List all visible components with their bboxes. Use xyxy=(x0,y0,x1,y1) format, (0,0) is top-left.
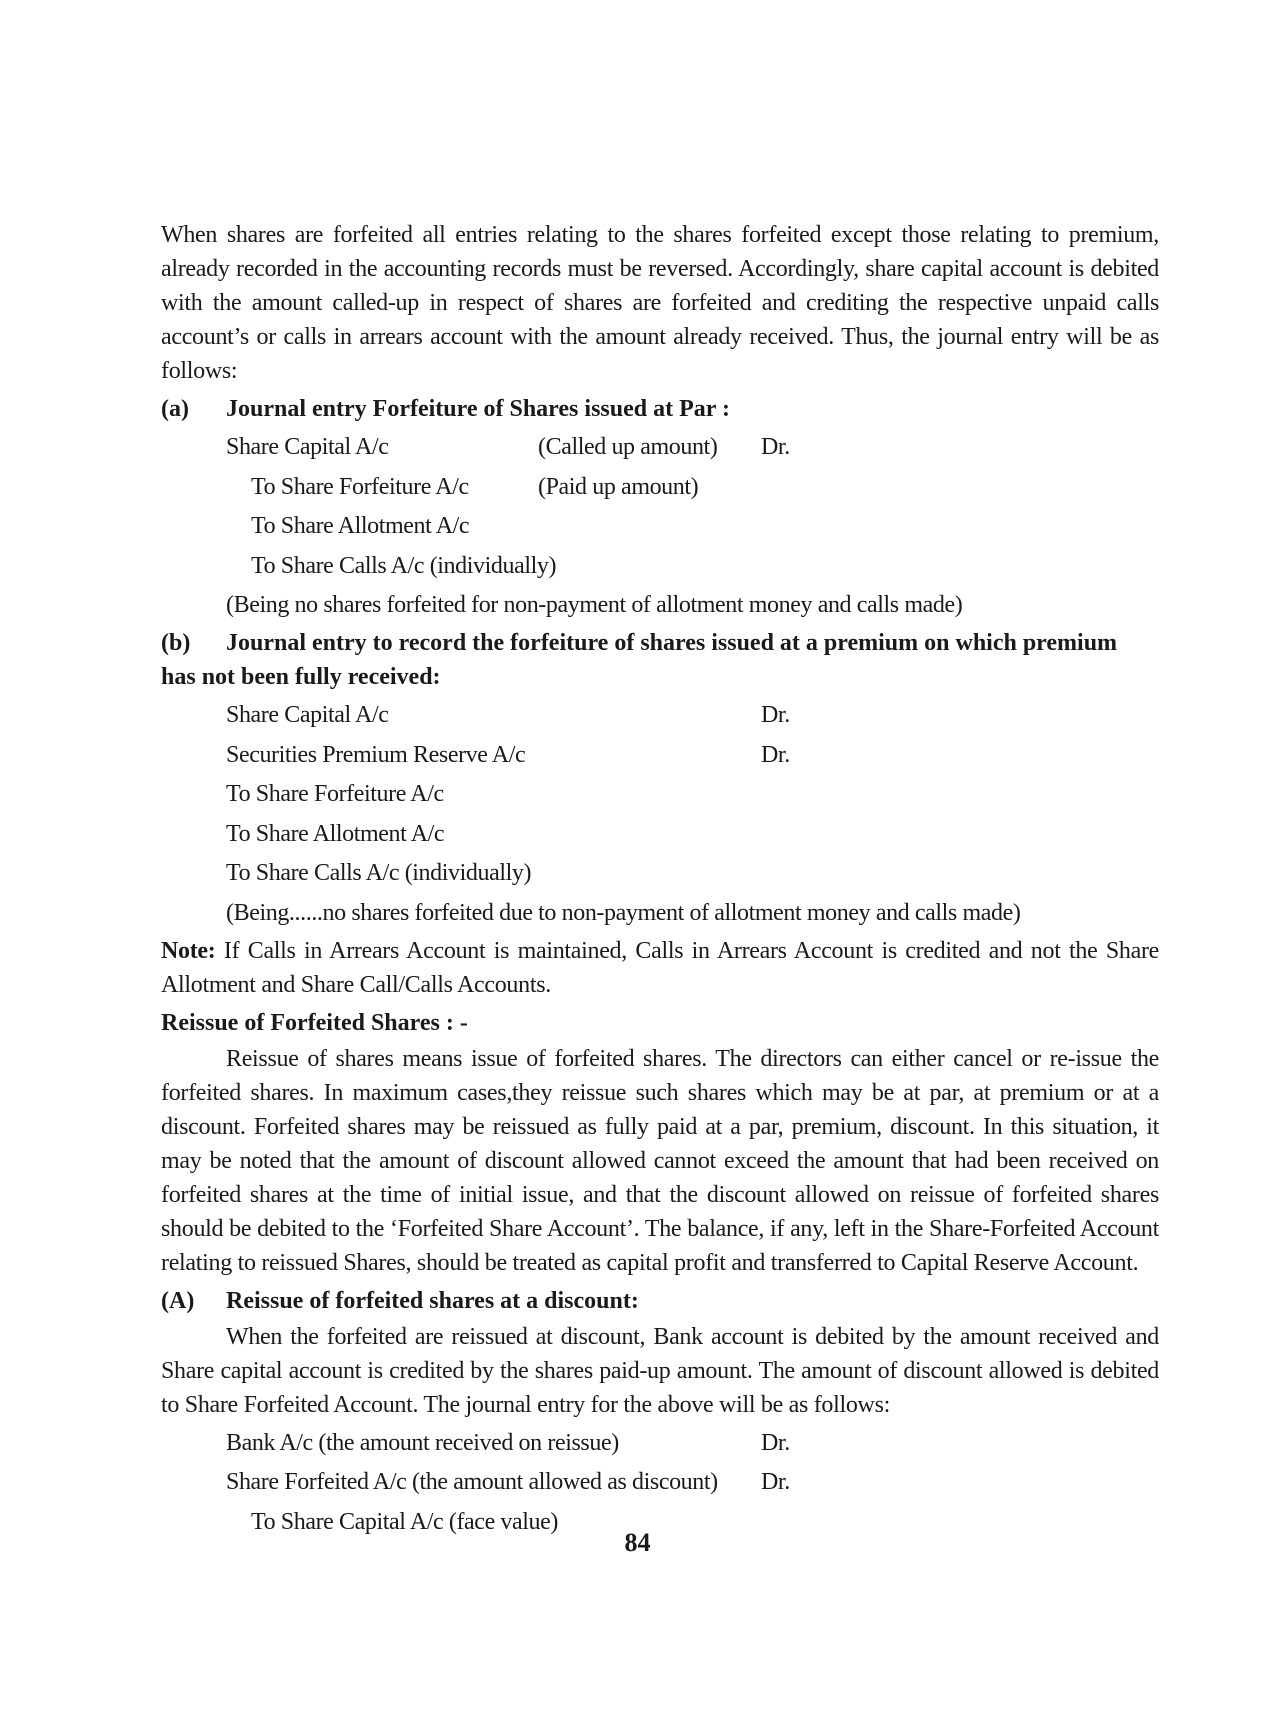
account-name: Share Forfeited A/c (the amount allowed as discount) xyxy=(226,1469,718,1495)
section-A-paragraph: When the forfeited are reissued at discount, Bank account is debited by the amount received and Share capital account is credited by the shares paid-up amount. The amount of discount allowed is debited to Share Forfeited Account. The journal entry for the above will be as follows: xyxy=(161,1323,1159,1418)
journal-row xyxy=(226,1465,1159,1505)
journal-row xyxy=(226,738,1159,778)
account-name: To Share Calls A/c (individually) xyxy=(226,860,532,886)
note-text: If Calls in Arrears Account is maintained, Calls in Arrears Account is credited and not the Share Allotment and Share Call/Calls Accounts. xyxy=(161,937,1159,998)
reissue-paragraph: Reissue of shares means issue of forfeited shares. The directors can either cancel or re-issue the forfeited shares. In maximum cases,they reissue such shares which may be at par, at premium or at a discount. Forfeited shares may be reissued as fully paid at a par, premium, discount. In this situation, it may be noted that the amount of discount allowed cannot exceed the amount that had been received on forfeited shares at the time of initial issue, and that the discount allowed on reissue of forfeited shares should be debited to the ‘Forfeited Share Account’. The balance, if any, left in the Share-Forfeited Account relating to reissued Shares, should be treated as capital profit and transferred to Capital Reserve Account. xyxy=(161,1045,1159,1276)
reissue-heading: Reissue of Forfeited Shares : - xyxy=(161,1009,468,1036)
amount-note: (Paid up amount) xyxy=(538,473,699,500)
journal-row xyxy=(226,509,1159,549)
debit-marker: Dr. xyxy=(761,1429,790,1456)
section-b-heading xyxy=(161,626,1159,694)
amount-note: (Called up amount) xyxy=(538,434,718,460)
section-A-title: Reissue of forfeited shares at a discount: xyxy=(226,1287,639,1314)
page-content xyxy=(161,218,1159,1544)
section-A-heading xyxy=(161,1284,1159,1318)
debit-marker: Dr. xyxy=(761,434,790,460)
journal-row xyxy=(226,470,1159,510)
section-a-journal-entry xyxy=(226,430,1159,588)
section-a-narration: (Being no shares forfeited for non-payment of allotment money and calls made) xyxy=(226,592,963,618)
note-paragraph xyxy=(161,934,1159,1002)
journal-row xyxy=(226,698,1159,738)
account-name: To Share Forfeiture A/c xyxy=(251,473,469,500)
account-name: Securities Premium Reserve A/c xyxy=(226,741,526,768)
account-name: Bank A/c (the amount received on reissue) xyxy=(226,1429,619,1456)
account-name: To Share Calls A/c (individually) xyxy=(251,552,557,579)
journal-row xyxy=(226,1426,1159,1466)
account-name: Share Capital A/c xyxy=(226,434,389,460)
section-a-label: (a) xyxy=(161,396,189,422)
journal-row xyxy=(226,430,1159,470)
section-A-label: (A) xyxy=(161,1287,195,1314)
section-a-heading xyxy=(161,392,1159,426)
debit-marker: Dr. xyxy=(761,1469,790,1495)
account-name: To Share Allotment A/c xyxy=(251,513,470,539)
section-b-narration: (Being......no shares forfeited due to non-payment of allotment money and calls made) xyxy=(226,899,1021,926)
journal-row xyxy=(226,549,1159,589)
page-number: 84 xyxy=(624,1528,651,1557)
journal-row xyxy=(226,817,1159,857)
account-name: Share Capital A/c xyxy=(226,702,389,728)
account-name: To Share Allotment A/c xyxy=(226,820,445,847)
intro-paragraph: When shares are forfeited all entries relating to the shares forfeited except those relating to premium, already recorded in the accounting records must be reversed. Accordingly, share capital account is debited with the amount called-up in respect of shares are forfeited and crediting the respective unpaid calls account’s or calls in arrears account with the amount already received. Thus, the journal entry will be as follows: xyxy=(161,222,1159,384)
note-label: Note: xyxy=(161,937,216,964)
section-a-title: Journal entry Forfeiture of Shares issued at Par : xyxy=(226,396,730,422)
section-b-journal-entry xyxy=(226,698,1159,896)
section-A-journal-entry xyxy=(226,1426,1159,1545)
section-b-title-line1: Journal entry to record the forfeiture of shares issued at a premium on which premium xyxy=(226,630,1118,656)
debit-marker: Dr. xyxy=(761,702,790,728)
journal-row xyxy=(226,777,1159,817)
account-name: To Share Forfeiture A/c xyxy=(226,781,444,807)
section-b-title-line2: has not been fully received: xyxy=(161,664,441,690)
account-name: To Share Capital A/c (face value) xyxy=(251,1508,558,1535)
journal-row xyxy=(226,856,1159,896)
section-b-label: (b) xyxy=(161,630,191,656)
debit-marker: Dr. xyxy=(761,741,790,768)
